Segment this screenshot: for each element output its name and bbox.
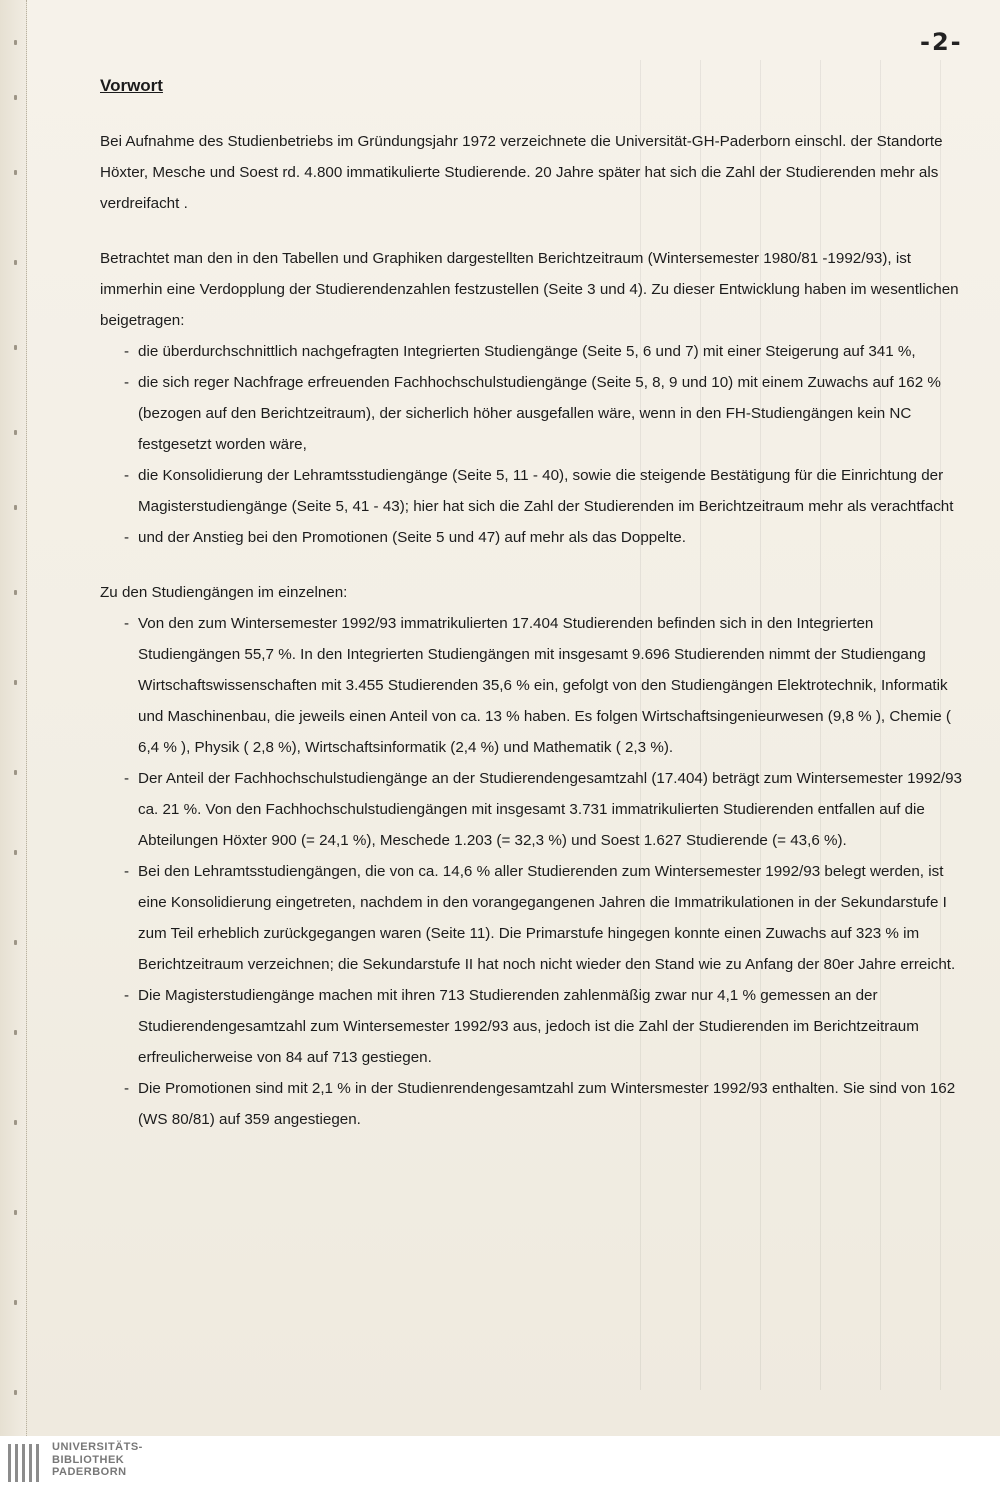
list-item: - die überdurchschnittlich nachgefragten Integrierten Studiengänge (Seite 5, 6 und 7) mit einer Steigerung auf 341 %, bbox=[100, 336, 965, 367]
list-item: - und der Anstieg bei den Promotionen (Seite 5 und 47) auf mehr als das Doppelte. bbox=[100, 522, 965, 553]
list-item: - Die Magisterstudiengänge machen mit ihren 713 Studierenden zahlenmäßig zwar nur 4,1 % gemessen an der Studierendengesamtzahl zum Wintersemester 1992/93 aus, jedoch ist die Zahl der Studierenden im Berichtzeitraum erfreulicherweise von 84 auf 713 gestiegen. bbox=[100, 980, 965, 1073]
page-number: -2- bbox=[920, 28, 963, 56]
binding-mark bbox=[14, 1390, 17, 1395]
binding-mark bbox=[14, 430, 17, 435]
binding-mark bbox=[14, 95, 17, 100]
binding-edge bbox=[0, 0, 27, 1436]
binding-mark bbox=[14, 590, 17, 595]
list-item: - Von den zum Wintersemester 1992/93 immatrikulierten 17.404 Studierenden befinden sich in den Integrierten Studiengängen 55,7 %. In den Integrierten Studiengängen mit insgesamt 9.696 Studierenden nimmt der Studiengang Wirtschaftswissenschaften mit 3.455 Studierenden 35,6 % ein, gefolgt von den Studiengängen Elektrotechnik, Informatik und Maschinenbau, die jeweils einen Anteil von ca. 13 % haben. Es folgen Wirtschaftsingenieurwesen (9,8 % ), Chemie ( 6,4 % ), Physik ( 2,8 %), Wirtschaftsinformatik (2,4 %) und Mathematik ( 2,3 %). bbox=[100, 608, 965, 763]
list-item: - die Konsolidierung der Lehramtsstudiengänge (Seite 5, 11 - 40), sowie die steigende Bestätigung für die Einrichtung der Magisterstudiengänge (Seite 5, 41 - 43); hier hat sich die Zahl der Studierenden im Berichtzeitraum mehr als verachtfacht bbox=[100, 460, 965, 522]
library-footer bbox=[0, 1436, 1000, 1489]
contributions-list bbox=[100, 336, 965, 553]
library-logo-text bbox=[52, 1441, 143, 1479]
binding-mark bbox=[14, 770, 17, 775]
binding-mark bbox=[14, 345, 17, 350]
binding-mark bbox=[14, 1120, 17, 1125]
binding-mark bbox=[14, 40, 17, 45]
binding-mark bbox=[14, 170, 17, 175]
binding-mark bbox=[14, 850, 17, 855]
binding-mark bbox=[14, 260, 17, 265]
intro-paragraph: Bei Aufnahme des Studienbetriebs im Gründungsjahr 1972 verzeichnete die Universität-GH-Paderborn einschl. der Standorte Höxter, Mesche und Soest rd. 4.800 immatikulierte Studierende. 20 Jahre später hat sich die Zahl der Studierenden mehr als verdreifacht . bbox=[100, 133, 943, 212]
binding-mark bbox=[14, 505, 17, 510]
library-logo-icon bbox=[8, 1444, 44, 1482]
section-heading: Zu den Studiengängen im einzelnen: bbox=[100, 584, 348, 601]
document-body bbox=[100, 72, 965, 1135]
binding-mark bbox=[14, 1030, 17, 1035]
binding-mark bbox=[14, 680, 17, 685]
list-item: - Der Anteil der Fachhochschulstudiengänge an der Studierendengesamtzahl (17.404) beträgt zum Wintersemester 1992/93 ca. 21 %. Von den Fachhochschulstudiengängen mit insgesamt 3.731 immatrikulierten Studierenden entfallen auf die Abteilungen Höxter 900 (= 24,1 %), Meschede 1.203 (= 32,3 %) und Soest 1.627 Studierende (= 43,6 %). bbox=[100, 763, 965, 856]
details-list bbox=[100, 608, 965, 1135]
binding-mark bbox=[14, 1300, 17, 1305]
logo-line: BIBLIOTHEK bbox=[52, 1453, 125, 1466]
period-paragraph: Betrachtet man den in den Tabellen und Graphiken dargestellten Berichtzeitraum (Wintersemester 1980/81 -1992/93), ist immerhin eine Verdopplung der Studierendenzahlen festzustellen (Seite 3 und 4). Zu dieser Entwicklung haben im wesentlichen beigetragen: bbox=[100, 250, 959, 329]
list-item: - Die Promotionen sind mit 2,1 % in der Studienrendengesamtzahl zum Wintersmester 1992/93 enthalten. Sie sind von 162 (WS 80/81) auf 359 angestiegen. bbox=[100, 1073, 965, 1135]
binding-mark bbox=[14, 1210, 17, 1215]
list-item: - Bei den Lehramtsstudiengängen, die von ca. 14,6 % aller Studierenden zum Wintersemester 1992/93 belegt werden, ist eine Konsolidierung eingetreten, nachdem in den vorangegangenen Jahren die Immatrikulationen in der Sekundarstufe I zum Teil erheblich zurückgegangen waren (Seite 11). Die Primarstufe hingegen konnte einen Zuwachs auf 323 % im Berichtzeitraum verzeichnen; die Sekundarstufe II hat noch nicht wieder den Stand wie zu Anfang der 80er Jahre erreicht. bbox=[100, 856, 965, 980]
binding-mark bbox=[14, 940, 17, 945]
logo-line: PADERBORN bbox=[52, 1466, 127, 1478]
page-title: Vorwort bbox=[100, 76, 163, 95]
list-item: - die sich reger Nachfrage erfreuenden Fachhochschulstudiengänge (Seite 5, 8, 9 und 10) mit einem Zuwachs auf 162 % (bezogen auf den Berichtzeitraum), der sicherlich höher ausgefallen wäre, wenn in den FH-Studiengängen kein NC festgesetzt worden wäre, bbox=[100, 367, 965, 460]
logo-line: UNIVERSITÄTS- bbox=[52, 1441, 143, 1453]
